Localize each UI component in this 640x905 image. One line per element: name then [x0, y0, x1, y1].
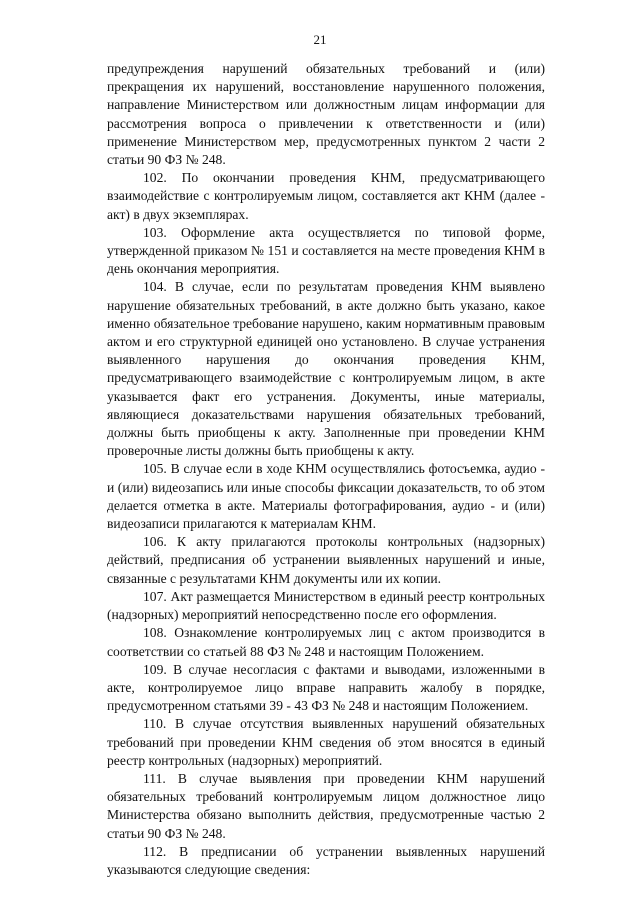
paragraph-continuation: предупреждения нарушений обязательных требований и (или) прекращения их нарушений, восстановление нарушенного положения, направление Министерством или должностным лицам информации для рассмотрения вопроса о привлечении к ответственности и (или) применение Министерством мер, предусмотренных пунктом 2 части 2 статьи 90 ФЗ № 248. [107, 61, 545, 168]
paragraph-102: 102. По окончании проведения КНМ, предусматривающего взаимодействие с контролируемым лицом, составляется акт КНМ (далее - акт) в двух экземплярах. [107, 170, 545, 222]
document-body [107, 60, 545, 879]
paragraph-106: 106. К акту прилагаются протоколы контрольных (надзорных) действий, предписания об устранении выявленных нарушений и иные, связанные с результатами КНМ документы или их копии. [107, 534, 545, 586]
paragraph-105: 105. В случае если в ходе КНМ осуществлялись фотосъемка, аудио - и (или) видеозапись или иные способы фиксации доказательств, то об этом делается отметка в акте. Материалы фотографирования, аудио - и (или) видеозаписи прилагаются к материалам КНМ. [107, 461, 545, 532]
paragraph-104: 104. В случае, если по результатам проведения КНМ выявлено нарушение обязательных требований, в акте должно быть указано, какое именно обязательное требование нарушено, каким нормативным правовым актом и его структурной единицей оно установлено. В случае устранения выявленного нарушения до окончания проведения КНМ, предусматривающего взаимодействие с контролируемым лицом, в акте указывается факт его устранения. Документы, иные материалы, являющиеся доказательствами нарушения обязательных требований, должны быть приобщены к акту. Заполненные при проведении КНМ проверочные листы должны быть приобщены к акту. [107, 279, 545, 459]
page-number: 21 [313, 32, 327, 47]
paragraph-107: 107. Акт размещается Министерством в единый реестр контрольных (надзорных) мероприятий непосредственно после его оформления. [107, 588, 545, 623]
paragraph-111: 111. В случае выявления при проведении КНМ нарушений обязательных требований контролируемым лицом должностное лицо Министерства обязано выполнить действия, предусмотренные частью 2 статьи 90 ФЗ № 248. [107, 770, 545, 841]
paragraph-109: 109. В случае несогласия с фактами и выводами, изложенными в акте, контролируемое лицо вправе направить жалобу в порядке, предусмотренном статьями 39 - 43 ФЗ № 248 и настоящим Положением. [107, 661, 545, 714]
paragraph-112: 112. В предписании об устранении выявленных нарушений указываются следующие сведения: [107, 843, 545, 877]
paragraph-108: 108. Ознакомление контролируемых лиц с актом производится в соответствии со статьей 88 ФЗ № 248 и настоящим Положением. [107, 625, 545, 659]
paragraph-110: 110. В случае отсутствия выявленных нарушений обязательных требований при проведении КНМ сведения об этом вносятся в единый реестр контрольных (надзорных) мероприятий. [107, 716, 545, 768]
paragraph-103: 103. Оформление акта осуществляется по типовой форме, утвержденной приказом № 151 и составляется на месте проведения КНМ в день окончания мероприятия. [107, 224, 545, 277]
